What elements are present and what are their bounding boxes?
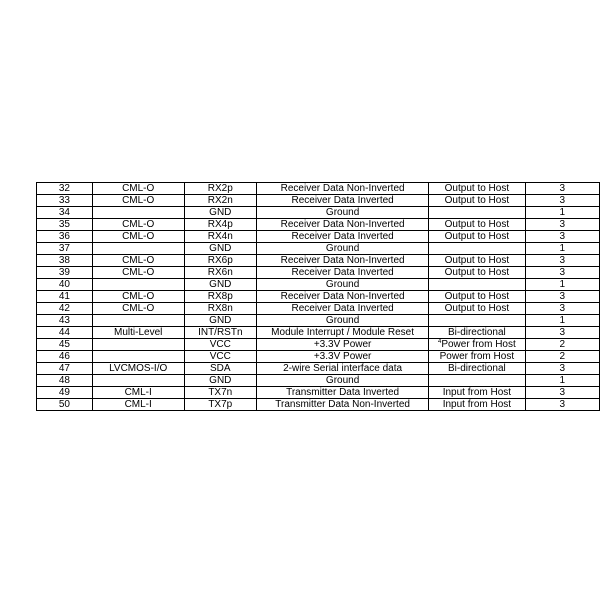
plug-sequence-cell: 3	[525, 231, 599, 243]
signal-symbol-cell: RX2p	[184, 183, 256, 195]
plug-sequence-cell: 3	[525, 255, 599, 267]
signal-direction-cell	[429, 339, 525, 351]
table-row	[37, 327, 600, 339]
logic-type-cell	[92, 351, 184, 363]
signal-symbol-cell: RX8p	[184, 291, 256, 303]
signal-symbol-cell: RX4p	[184, 219, 256, 231]
logic-type-cell: CML-I	[92, 399, 184, 411]
plug-sequence-cell: 3	[525, 291, 599, 303]
signal-description-cell: Transmitter Data Inverted	[256, 387, 428, 399]
table-row	[37, 291, 600, 303]
table-row	[37, 375, 600, 387]
logic-type-cell: CML-I	[92, 387, 184, 399]
signal-direction-cell: Output to Host	[429, 303, 525, 315]
signal-description-cell: Receiver Data Inverted	[256, 267, 428, 279]
table-row	[37, 195, 600, 207]
logic-type-cell	[92, 279, 184, 291]
logic-type-cell	[92, 243, 184, 255]
signal-direction-cell: Output to Host	[429, 183, 525, 195]
signal-symbol-cell: VCC	[184, 351, 256, 363]
signal-description-cell: Ground	[256, 207, 428, 219]
plug-sequence-cell: 3	[525, 363, 599, 375]
logic-type-cell: Multi-Level	[92, 327, 184, 339]
signal-symbol-cell: RX6p	[184, 255, 256, 267]
plug-sequence-cell: 3	[525, 183, 599, 195]
pin-number-cell: 41	[37, 291, 93, 303]
footnote-marker: 4	[437, 339, 442, 345]
pin-number-cell: 46	[37, 351, 93, 363]
plug-sequence-cell: 3	[525, 195, 599, 207]
logic-type-cell: CML-O	[92, 195, 184, 207]
pin-number-cell: 47	[37, 363, 93, 375]
plug-sequence-cell: 2	[525, 339, 599, 351]
pin-number-cell: 34	[37, 207, 93, 219]
plug-sequence-cell: 3	[525, 387, 599, 399]
signal-symbol-cell: GND	[184, 207, 256, 219]
signal-symbol-cell: VCC	[184, 339, 256, 351]
plug-sequence-cell: 3	[525, 399, 599, 411]
signal-symbol-cell: GND	[184, 375, 256, 387]
plug-sequence-cell: 1	[525, 279, 599, 291]
signal-description-cell: Ground	[256, 243, 428, 255]
signal-direction-cell	[429, 243, 525, 255]
table-row	[37, 351, 600, 363]
logic-type-cell	[92, 339, 184, 351]
signal-symbol-cell: INT/RSTn	[184, 327, 256, 339]
table-row	[37, 255, 600, 267]
table-row	[37, 267, 600, 279]
plug-sequence-cell: 2	[525, 351, 599, 363]
table-row	[37, 399, 600, 411]
table-row	[37, 315, 600, 327]
plug-sequence-cell: 3	[525, 267, 599, 279]
logic-type-cell: CML-O	[92, 291, 184, 303]
signal-symbol-cell: GND	[184, 315, 256, 327]
table-row	[37, 303, 600, 315]
signal-direction-cell: Output to Host	[429, 291, 525, 303]
signal-direction-cell: Power from Host	[429, 351, 525, 363]
pin-number-cell: 33	[37, 195, 93, 207]
table-row	[37, 207, 600, 219]
pin-number-cell: 42	[37, 303, 93, 315]
signal-description-cell: Ground	[256, 279, 428, 291]
table-row	[37, 363, 600, 375]
signal-description-cell: Receiver Data Inverted	[256, 303, 428, 315]
logic-type-cell: CML-O	[92, 267, 184, 279]
signal-symbol-cell: TX7p	[184, 399, 256, 411]
signal-description-cell: Ground	[256, 315, 428, 327]
logic-type-cell: CML-O	[92, 231, 184, 243]
plug-sequence-cell: 1	[525, 315, 599, 327]
signal-direction-cell: Output to Host	[429, 267, 525, 279]
plug-sequence-cell: 1	[525, 243, 599, 255]
table-row	[37, 231, 600, 243]
table-row	[37, 183, 600, 195]
logic-type-cell: LVCMOS-I/O	[92, 363, 184, 375]
signal-symbol-cell: RX4n	[184, 231, 256, 243]
signal-direction-cell: Bi-directional	[429, 327, 525, 339]
pin-number-cell: 44	[37, 327, 93, 339]
signal-direction-cell: Output to Host	[429, 255, 525, 267]
signal-direction-cell: Input from Host	[429, 387, 525, 399]
pin-number-cell: 45	[37, 339, 93, 351]
signal-direction-cell	[429, 375, 525, 387]
signal-description-cell: Receiver Data Non-Inverted	[256, 255, 428, 267]
table-row	[37, 219, 600, 231]
plug-sequence-cell: 3	[525, 327, 599, 339]
direction-text: Power from Host	[441, 339, 516, 350]
plug-sequence-cell: 3	[525, 303, 599, 315]
pin-number-cell: 38	[37, 255, 93, 267]
signal-symbol-cell: RX2n	[184, 195, 256, 207]
signal-symbol-cell: GND	[184, 243, 256, 255]
signal-description-cell: 2-wire Serial interface data	[256, 363, 428, 375]
table-row	[37, 339, 600, 351]
signal-direction-cell	[429, 279, 525, 291]
logic-type-cell: CML-O	[92, 303, 184, 315]
signal-description-cell: Ground	[256, 375, 428, 387]
signal-description-cell: Receiver Data Non-Inverted	[256, 219, 428, 231]
pin-number-cell: 43	[37, 315, 93, 327]
signal-direction-cell: Output to Host	[429, 195, 525, 207]
signal-direction-cell: Output to Host	[429, 219, 525, 231]
signal-direction-cell: Input from Host	[429, 399, 525, 411]
logic-type-cell: CML-O	[92, 255, 184, 267]
logic-type-cell	[92, 207, 184, 219]
signal-direction-cell	[429, 207, 525, 219]
signal-description-cell: Receiver Data Inverted	[256, 195, 428, 207]
signal-direction-cell	[429, 315, 525, 327]
table-row	[37, 387, 600, 399]
logic-type-cell	[92, 375, 184, 387]
signal-description-cell: +3.3V Power	[256, 351, 428, 363]
signal-symbol-cell: SDA	[184, 363, 256, 375]
pin-number-cell: 39	[37, 267, 93, 279]
logic-type-cell: CML-O	[92, 183, 184, 195]
logic-type-cell	[92, 315, 184, 327]
pin-assignment-table	[36, 182, 600, 411]
signal-symbol-cell: GND	[184, 279, 256, 291]
table-row	[37, 243, 600, 255]
signal-description-cell: Module Interrupt / Module Reset	[256, 327, 428, 339]
pin-number-cell: 32	[37, 183, 93, 195]
signal-description-cell: Receiver Data Non-Inverted	[256, 183, 428, 195]
pin-number-cell: 49	[37, 387, 93, 399]
signal-symbol-cell: RX8n	[184, 303, 256, 315]
signal-description-cell: +3.3V Power	[256, 339, 428, 351]
plug-sequence-cell: 3	[525, 219, 599, 231]
plug-sequence-cell: 1	[525, 375, 599, 387]
pin-number-cell: 50	[37, 399, 93, 411]
signal-direction-cell: Output to Host	[429, 231, 525, 243]
signal-description-cell: Receiver Data Non-Inverted	[256, 291, 428, 303]
signal-description-cell: Receiver Data Inverted	[256, 231, 428, 243]
pin-number-cell: 40	[37, 279, 93, 291]
table-row	[37, 279, 600, 291]
signal-direction-cell: Bi-directional	[429, 363, 525, 375]
pin-number-cell: 36	[37, 231, 93, 243]
pin-table-body	[37, 183, 600, 411]
pin-number-cell: 35	[37, 219, 93, 231]
signal-description-cell: Transmitter Data Non-Inverted	[256, 399, 428, 411]
pin-number-cell: 48	[37, 375, 93, 387]
signal-symbol-cell: TX7n	[184, 387, 256, 399]
signal-symbol-cell: RX6n	[184, 267, 256, 279]
plug-sequence-cell: 1	[525, 207, 599, 219]
logic-type-cell: CML-O	[92, 219, 184, 231]
pin-number-cell: 37	[37, 243, 93, 255]
